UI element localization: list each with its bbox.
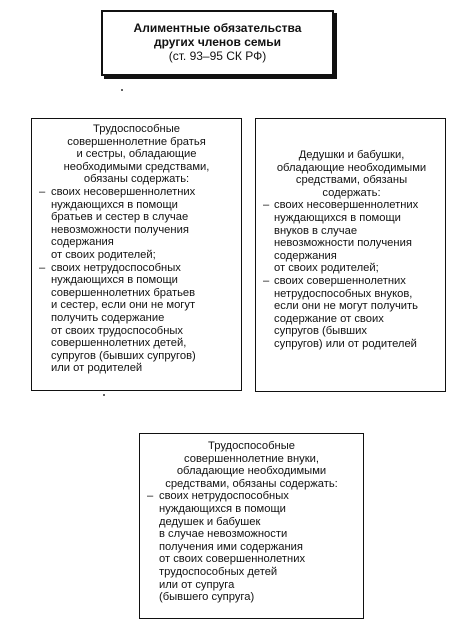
siblings-item-2: – своих нетрудоспособных нуждающихся в помощи совершеннолетних братьев и сестер, если они не могут получить содержание от своих трудоспособных совершеннолетних детей, супругов (бывших супругов) или от родителей — [36, 262, 237, 375]
grandchildren-box — [139, 433, 364, 619]
siblings-list — [36, 186, 237, 375]
grandchildren-intro: Трудоспособные совершеннолетние внуки, обладающие необходимыми средствами, обязаны содержать: — [165, 440, 338, 490]
header-title-line-1: Алиментные обязательства — [133, 21, 302, 35]
grandchildren-item-1: – своих нетрудоспособных нуждающихся в помощи дедушек и бабушек в случае невозможности получения ими содержания от своих совершеннолетних трудоспособных детей или от супруга (бывшего супруга) — [144, 490, 359, 603]
siblings-box — [31, 118, 242, 391]
grandparents-intro: Дедушки и бабушки, обладающие необходимыми средствами, обязаны содержать: — [276, 149, 427, 199]
grandparents-item-2: – своих совершеннолетних нетрудоспособных внуков, если они не могут получить содержание от своих супругов (бывших супругов) или от родителей — [262, 275, 441, 351]
grandchildren-list — [144, 490, 359, 603]
scan-speck — [121, 89, 123, 91]
header-box — [101, 10, 334, 76]
grandparents-item-1: – своих несовершеннолетних нуждающихся в помощи внуков в случае невозможности получения содержания от своих родителей; — [262, 199, 441, 275]
grandparents-box — [255, 118, 446, 392]
header-subtitle: (ст. 93–95 СК РФ) — [168, 49, 267, 63]
siblings-item-1: – своих несовершеннолетних нуждающихся в помощи братьев и сестер в случае невозможности получения содержания от своих родителей; — [36, 186, 237, 262]
header-title-line-2: других членов семьи — [153, 35, 282, 49]
siblings-intro: Трудоспособные совершеннолетние братья и сестры, обладающие необходимыми средствами, обязаны содержать: — [63, 123, 210, 186]
scan-speck — [103, 394, 105, 396]
grandparents-list — [262, 199, 441, 350]
